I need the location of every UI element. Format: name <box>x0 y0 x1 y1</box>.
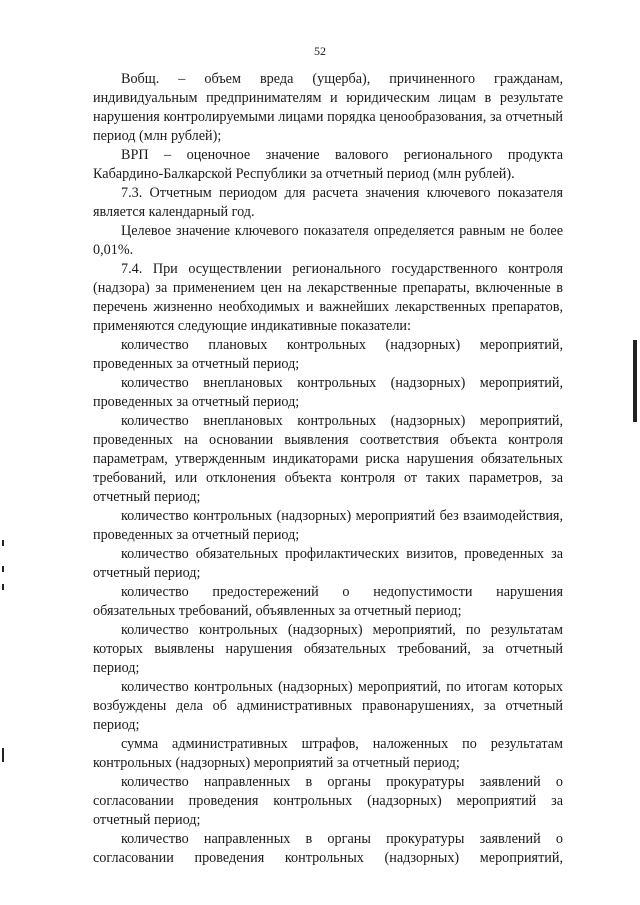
indicator-unplanned-inspections: количество внеплановых контрольных (надзорных) мероприятий, проведенных за отчетный период; <box>93 375 563 410</box>
indicator-fines-sum: сумма административных штрафов, наложенных по результатам контрольных (надзорных) мероприятий за отчетный период; <box>93 736 563 771</box>
indicator-prosecutor-applications-continued: количество направленных в органы прокуратуры заявлений о согласовании проведения контрольных (надзорных) мероприятий, <box>93 831 563 866</box>
paragraph-7-3: 7.3. Отчетным периодом для расчета значения ключевого показателя является календарный год. <box>93 185 563 220</box>
indicator-prosecutor-applications: количество направленных в органы прокуратуры заявлений о согласовании проведения контрольных (надзорных) мероприятий за отчетный период; <box>93 774 563 828</box>
paragraph-target-value: Целевое значение ключевого показателя определяется равным не более 0,01%. <box>93 223 563 258</box>
indicator-administrative-cases: количество контрольных (надзорных) мероприятий, по итогам которых возбуждены дела об административных правонарушениях, за отчетный период; <box>93 679 563 733</box>
document-body <box>93 70 563 868</box>
scan-margin-mark <box>633 340 637 422</box>
indicator-warnings: количество предостережений о недопустимости нарушения обязательных требований, объявленных за отчетный период; <box>93 584 563 619</box>
paragraph-vrp-definition: ВРП – оценочное значение валового регионального продукта Кабардино-Балкарской Республики за отчетный период (млн рублей). <box>93 147 563 182</box>
indicator-preventive-visits: количество обязательных профилактических визитов, проведенных за отчетный период; <box>93 546 563 581</box>
scan-margin-mark <box>2 540 4 546</box>
paragraph-vobshch-definition: Вобщ. – объем вреда (ущерба), причиненного гражданам, индивидуальным предпринимателям и юридическим лицам в результате нарушения контролируемыми лицами порядка ценообразования, за отчетный период (млн рублей); <box>93 71 563 144</box>
scan-margin-mark <box>2 748 4 762</box>
scan-margin-mark <box>2 566 4 572</box>
indicator-non-interaction-inspections: количество контрольных (надзорных) мероприятий без взаимодействия, проведенных за отчетный период; <box>93 508 563 543</box>
scan-margin-mark <box>2 584 4 590</box>
indicator-violations-found: количество контрольных (надзорных) мероприятий, по результатам которых выявлены нарушения обязательных требований, за отчетный период; <box>93 622 563 676</box>
page-number: 52 <box>314 44 326 58</box>
indicator-planned-inspections: количество плановых контрольных (надзорных) мероприятий, проведенных за отчетный период; <box>93 337 563 372</box>
paragraph-7-4: 7.4. При осуществлении регионального государственного контроля (надзора) за применением цен на лекарственные препараты, включенные в перечень жизненно необходимых и важнейших лекарственных препаратов, применяются следующие индикативные показатели: <box>93 261 563 334</box>
indicator-unplanned-risk-inspections: количество внеплановых контрольных (надзорных) мероприятий, проведенных на основании выявления соответствия объекта контроля параметрам, утвержденным индикаторами риска нарушения обязательных требований, или отклонения объекта контроля от таких параметров, за отчетный период; <box>93 413 563 505</box>
